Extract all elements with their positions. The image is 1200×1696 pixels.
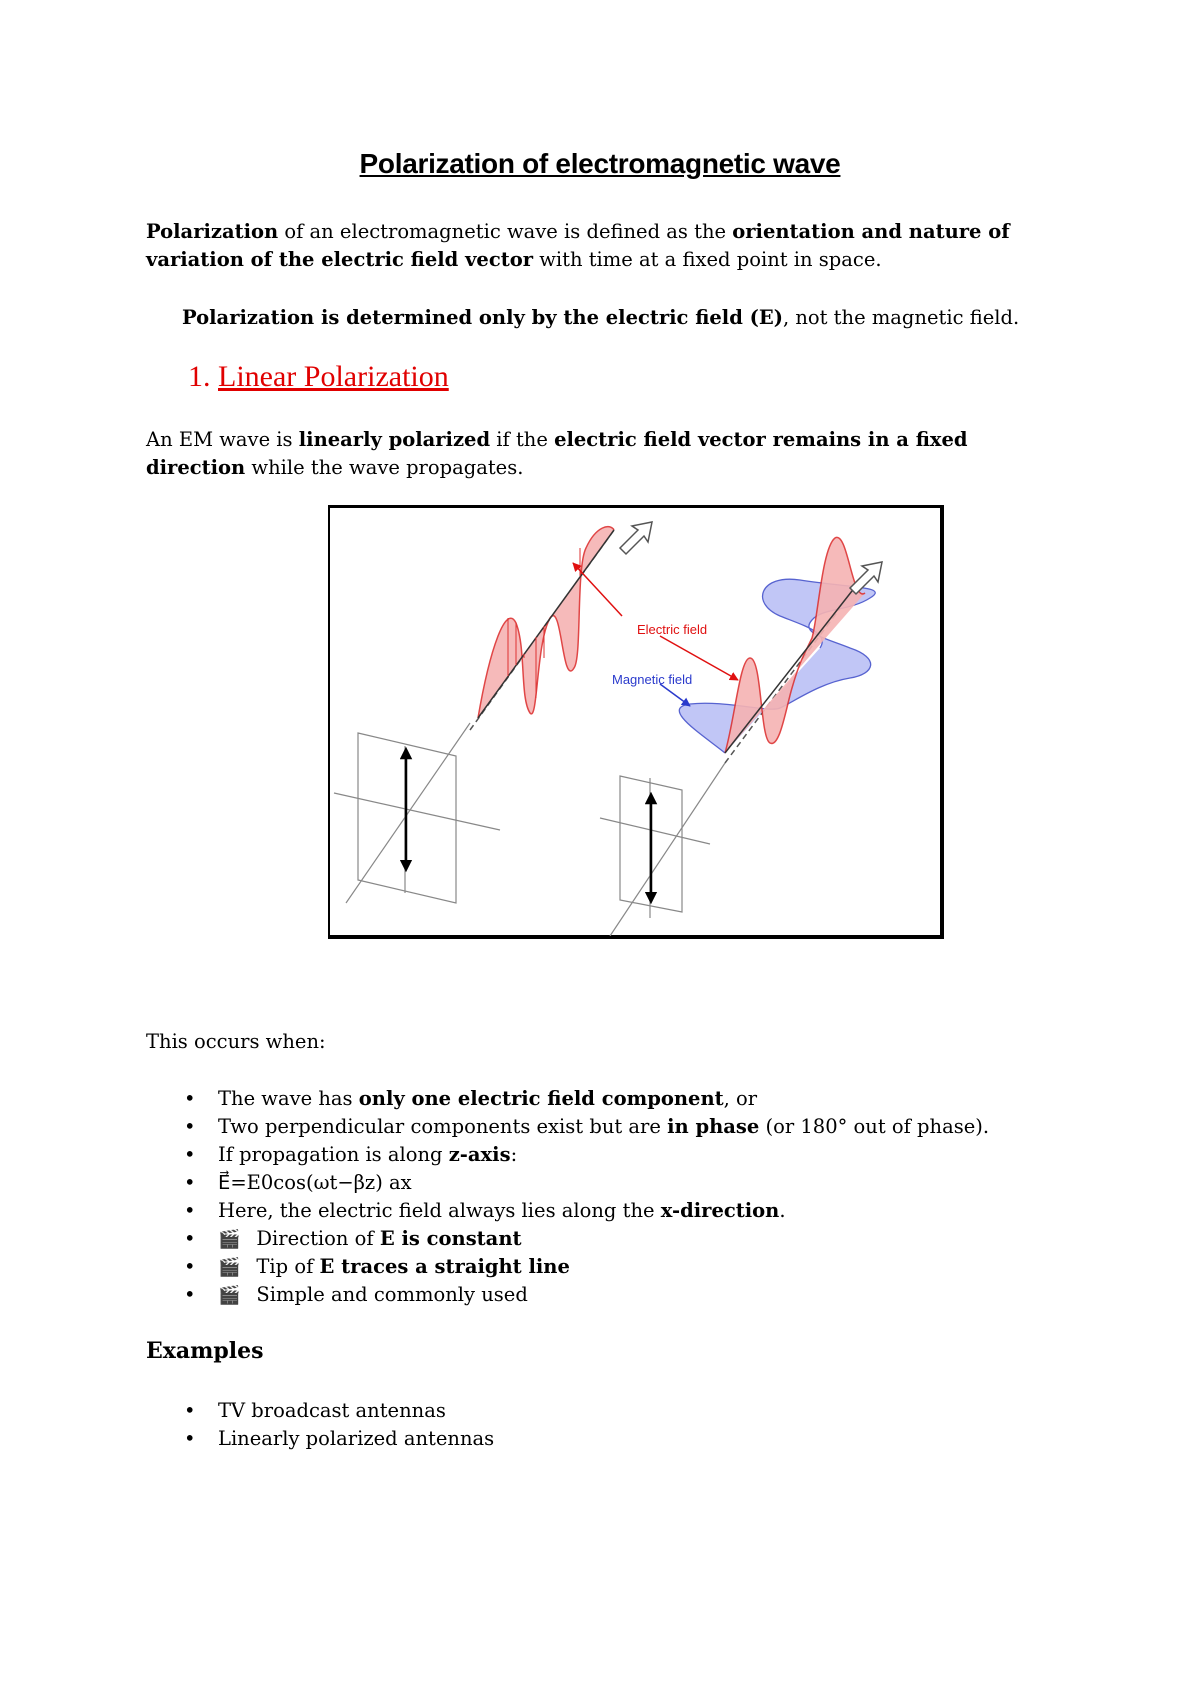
left-plane <box>334 723 500 903</box>
text: TV broadcast antennas <box>218 1399 446 1422</box>
list-item <box>146 1169 989 1197</box>
polarization-figure <box>328 505 944 939</box>
bullet: • <box>184 1255 196 1278</box>
bullet: • <box>184 1427 196 1450</box>
electric-field-label: Electric field <box>637 622 708 637</box>
page-title: Polarization of electromagnetic wave <box>359 148 841 179</box>
text: with time at a fixed point in space. <box>533 248 882 271</box>
linear-intro-paragraph <box>146 426 1066 482</box>
list-item <box>146 1397 494 1425</box>
text: Linearly polarized antennas <box>218 1427 495 1450</box>
text: If propagation is along <box>218 1143 449 1166</box>
clapperboard-icon: 🎬 <box>218 1285 241 1306</box>
section-number: 1. <box>188 360 211 393</box>
text: (or 180° out of phase). <box>759 1115 990 1138</box>
list-item <box>146 1085 989 1113</box>
bullet: • <box>184 1199 196 1222</box>
bold-text: E traces a straight line <box>319 1255 570 1278</box>
bullet: • <box>184 1283 196 1306</box>
occurs-text: This occurs when: <box>146 1030 326 1053</box>
list-item <box>146 1253 989 1281</box>
definition-paragraph <box>146 218 1066 274</box>
clapperboard-icon: 🎬 <box>218 1229 241 1250</box>
text: of an electromagnetic wave is defined as the <box>278 220 733 243</box>
bullet: • <box>184 1171 196 1194</box>
bullet: • <box>184 1227 196 1250</box>
equation-text: E⃗=E0cos(ωt−βz) ax <box>218 1171 412 1194</box>
list-item <box>146 1141 989 1169</box>
examples-list <box>146 1397 494 1453</box>
magnetic-field-label: Magnetic field <box>612 672 693 687</box>
determined-paragraph <box>182 304 1102 332</box>
bold-text: linearly polarized <box>298 428 491 451</box>
text: Two perpendicular components exist but are <box>218 1115 668 1138</box>
text: , not the magnetic field. <box>782 306 1020 329</box>
conditions-list <box>146 1085 989 1309</box>
section-heading <box>188 360 449 394</box>
right-plane <box>600 763 725 936</box>
bullet: • <box>184 1399 196 1422</box>
section-title: Linear Polarization <box>218 360 449 393</box>
bold-text: Polarization <box>146 220 279 243</box>
list-item <box>146 1225 989 1253</box>
examples-heading: Examples <box>146 1338 264 1364</box>
list-item <box>146 1197 989 1225</box>
text: , or <box>723 1087 758 1110</box>
bullet: • <box>184 1143 196 1166</box>
clapperboard-icon: 🎬 <box>218 1257 241 1278</box>
text: Here, the electric field always lies along the <box>218 1199 661 1222</box>
list-item <box>146 1281 989 1309</box>
text: The wave has <box>218 1087 359 1110</box>
text: Tip of <box>256 1255 320 1278</box>
text: An EM wave is <box>146 428 299 451</box>
bold-text: Polarization is determined only by the electric field (E) <box>182 306 783 329</box>
bold-text: electric field vector remains in a fixed direction <box>146 428 968 479</box>
text: Direction of <box>256 1227 380 1250</box>
wave-illustration <box>330 508 940 936</box>
bullet: • <box>184 1115 196 1138</box>
bullet: • <box>184 1087 196 1110</box>
bold-text: x-direction <box>660 1199 780 1222</box>
bold-text: E is constant <box>379 1227 522 1250</box>
bold-text: in phase <box>667 1115 760 1138</box>
text: if the <box>490 428 555 451</box>
bold-text: only one electric field component <box>358 1087 724 1110</box>
list-item <box>146 1113 989 1141</box>
text: . <box>779 1199 786 1222</box>
text: while the wave propagates. <box>245 456 524 479</box>
bold-text: z-axis <box>448 1143 511 1166</box>
text: Simple and commonly used <box>256 1283 528 1306</box>
list-item <box>146 1425 494 1453</box>
left-propagation-arrow <box>620 522 652 554</box>
text: : <box>510 1143 518 1166</box>
bold-text: orientation and nature of variation of the electric field vector <box>146 220 1010 271</box>
magnetic-field-pointer <box>660 684 690 706</box>
